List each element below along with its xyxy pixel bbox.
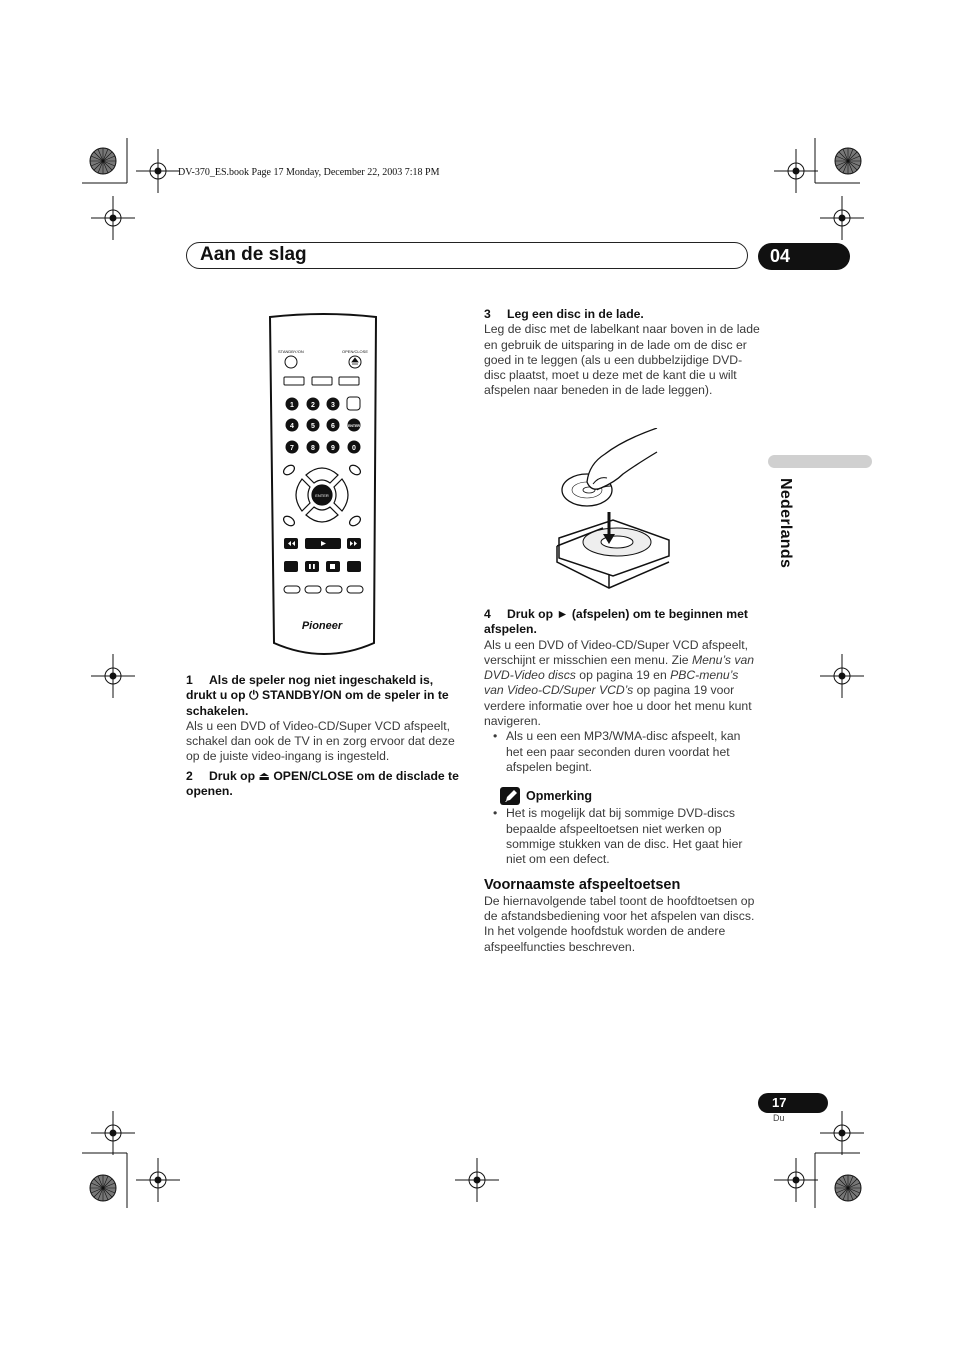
remote-digit: 4	[290, 423, 294, 430]
remote-enter-small-label: ENTER	[348, 424, 360, 428]
remote-digit: 0	[352, 445, 356, 452]
note-heading	[500, 787, 760, 805]
step-4-body	[484, 638, 760, 730]
note-title: Opmerking	[526, 788, 592, 803]
book-file-header: DV-370_ES.book Page 17 Monday, December 22, 2003 7:18 PM	[178, 167, 440, 178]
step-4-body-text: Als u een DVD of Video-CD/Super VCD afspeelt, verschijnt er misschien een menu. Zie	[484, 637, 748, 667]
subheading-body: De hiernavolgende tabel toont de hoofdtoetsen op de afstandsbediening voor het afspelen van discs. In het volgende hoofdstuk worden de andere afspeelfuncties beschreven.	[484, 893, 755, 954]
ref-pbc-menus: PBC-menu’s van Video-CD/Super VCD’s	[484, 668, 739, 698]
page-number: 17	[772, 1095, 787, 1110]
remote-digit: 8	[311, 445, 315, 452]
step-4-heading	[484, 607, 760, 638]
subheading-main-playback-keys: Voornaamste afspeeltoetsen	[484, 877, 681, 894]
ref-dvd-menus: Menu’s van DVD-Video discs	[484, 652, 755, 683]
step-1-title: Als de speler nog niet ingeschakeld is, drukt u op ⏻ STANDBY/ON om de speler in te schakelen.	[186, 673, 449, 718]
remote-standby-label: STANDBY/ON	[278, 349, 304, 354]
step-4-title: Druk op ► (afspelen) om te beginnen met afspelen.	[484, 607, 748, 637]
step-4-body-text: op pagina 19 en	[575, 668, 671, 683]
step-4-bullet: • Als u een een MP3/WMA-disc afspeelt, kan het een paar seconden duren voordat het afspelen begint.	[484, 729, 760, 775]
step-number: 3	[484, 307, 491, 321]
remote-brand-logo: Pioneer	[301, 620, 343, 632]
step-3-body: Leg de disc met de labelkant naar boven in de lade en gebruik de uitsparing in de lade om de disc er goed in te leggen (als u een dubbelzijdige DVD-disc plaatst, moet u deze met de kant die u wilt afspelen naar beneden in de lade leggen).	[484, 322, 760, 398]
step-4-body-text: op pagina 19 voor verdere informatie over hoe u door het menu kunt navigeren.	[484, 683, 752, 729]
step-1-body: Als u een DVD of Video-CD/Super VCD afspeelt, schakel dan ook de TV in en zorg ervoor dat deze op de juiste video-ingang is ingesteld.	[186, 718, 455, 764]
remote-standby-button	[285, 356, 297, 368]
pencil-note-icon	[500, 787, 520, 805]
step-1-heading	[186, 673, 462, 719]
right-column-bottom	[484, 607, 760, 955]
remote-digit: 5	[311, 423, 315, 430]
step-3-heading	[484, 307, 760, 322]
step-number: 2	[186, 768, 193, 783]
chapter-number: 04	[770, 246, 791, 266]
step-2-heading	[186, 769, 462, 800]
language-tab-bar	[768, 455, 872, 468]
disc-tray-illustration	[553, 428, 673, 596]
note-bullet: • Het is mogelijk dat bij sommige DVD-discs bepaalde afspeeltoetsen niet werken op sommige stukken van de disc. Het gaat hier niet om een defect.	[484, 806, 760, 867]
step-3-title: Leg een disc in de lade.	[507, 307, 644, 321]
language-tab-label: Nederlands	[777, 478, 794, 569]
page-language-code: Du	[773, 1113, 785, 1123]
remote-digit: 6	[331, 423, 335, 430]
step-number: 4	[484, 607, 491, 621]
remote-digit: 2	[311, 402, 315, 409]
remote-control-illustration	[268, 313, 380, 663]
remote-digit: 3	[331, 402, 335, 409]
left-column	[186, 673, 462, 799]
remote-digit: 1	[290, 402, 294, 409]
remote-open-close-label: OPEN/CLOSE	[342, 349, 369, 354]
step-2-title: Druk op ⏏ OPEN/CLOSE om de disclade te openen.	[186, 768, 459, 799]
section-title: Aan de slag	[200, 244, 307, 265]
remote-digit: 9	[331, 445, 335, 452]
remote-digit: 7	[290, 445, 294, 452]
remote-enter-label: ENTER	[315, 493, 329, 498]
right-column-top	[484, 307, 760, 399]
step-number: 1	[186, 673, 193, 687]
page-number-badge	[758, 1093, 828, 1113]
